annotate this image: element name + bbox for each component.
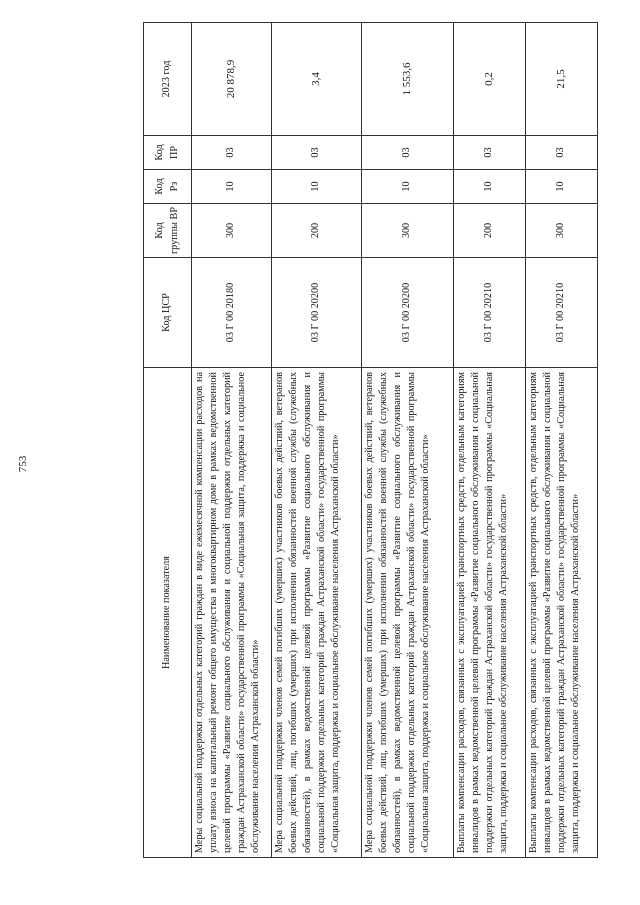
page-number: 753	[17, 455, 29, 473]
row-csr: 03 Г 00 20210	[454, 258, 526, 368]
table-row	[362, 23, 454, 858]
row-value: 3,4	[272, 23, 362, 136]
row-pr: 03	[362, 136, 454, 170]
header-csr: Код ЦСР	[144, 258, 192, 368]
row-pr: 03	[454, 136, 526, 170]
row-name: Меры социальной поддержки отдельных категорий граждан в виде ежемесячной компенсации расходов на уплату взноса на капитальный ремонт общего имущества в многоквартирном доме в рамках ведомственной целевой программы «Развитие социального обслуживания и социальной поддержки отдельных категорий граждан Астраханской области» государственной программы «Социальная защита, поддержка и социальное обслуживание населения Астраханской области»	[192, 368, 272, 858]
row-rz: 10	[192, 170, 272, 204]
row-rz: 10	[362, 170, 454, 204]
row-rz: 10	[454, 170, 526, 204]
row-csr: 03 Г 00 20200	[362, 258, 454, 368]
header-vr: Код группы ВР	[144, 204, 192, 258]
table-row	[454, 23, 526, 858]
row-rz: 10	[526, 170, 598, 204]
header-name: Наименование показателя	[144, 368, 192, 858]
row-vr: 300	[192, 204, 272, 258]
row-name: Мера социальной поддержки членов семей погибших (умерших) участников боевых действий, ветеранов боевых действий, лиц, погибших (умерших) при исполнении обязанностей военной службы (служебных обязанностей), в рамках ведомственной целевой программы «Развитие социального обслуживания и социальной поддержки отдельных категорий граждан Астраханской области» государственной программы «Социальная защита, поддержка и социальное обслуживание населения Астраханской области»	[362, 368, 454, 858]
table-header-row	[144, 23, 192, 858]
row-csr: 03 Г 00 20180	[192, 258, 272, 368]
row-pr: 03	[192, 136, 272, 170]
row-vr: 200	[272, 204, 362, 258]
row-value: 20 878,9	[192, 23, 272, 136]
row-vr: 200	[454, 204, 526, 258]
rotated-table-area	[143, 23, 629, 858]
table-row	[272, 23, 362, 858]
header-pr: Код ПР	[144, 136, 192, 170]
row-pr: 03	[272, 136, 362, 170]
row-name: Выплаты компенсации расходов, связанных с эксплуатацией транспортных средств, отдельным категориям инвалидов в рамках ведомственной целевой программы «Развитие социального обслуживания и социальной поддержки отдельных категорий граждан Астраханской области» государственной программы «Социальная защита, поддержка и социальное обслуживание населения Астраханской области»	[454, 368, 526, 858]
row-vr: 300	[526, 204, 598, 258]
table-row	[526, 23, 598, 858]
row-pr: 03	[526, 136, 598, 170]
header-rz: Код Рз	[144, 170, 192, 204]
row-name: Мера социальной поддержки членов семей погибших (умерших) участников боевых действий, ветеранов боевых действий, лиц, погибших (умерших) при исполнении обязанностей военной службы (служебных обязанностей), в рамках ведомственной целевой программы «Развитие социального обслуживания и социальной поддержки отдельных категорий граждан Астраханской области» государственной программы «Социальная защита, поддержка и социальное обслуживание населения Астраханской области»	[272, 368, 362, 858]
row-value: 0,2	[454, 23, 526, 136]
budget-table	[143, 22, 598, 858]
row-csr: 03 Г 00 20210	[526, 258, 598, 368]
row-vr: 300	[362, 204, 454, 258]
header-year: 2023 год	[144, 23, 192, 136]
row-name: Выплаты компенсации расходов, связанных с эксплуатацией транспортных средств, отдельным категориям инвалидов в рамках ведомственной целевой программы «Развитие социального обслуживания и социальной поддержки отдельных категорий граждан Астраханской области» государственной программы «Социальная защита, поддержка и социальное обслуживание населения Астраханской области»	[526, 368, 598, 858]
row-value: 1 553,6	[362, 23, 454, 136]
row-csr: 03 Г 00 20200	[272, 258, 362, 368]
table-row	[192, 23, 272, 858]
row-rz: 10	[272, 170, 362, 204]
row-value: 21,5	[526, 23, 598, 136]
